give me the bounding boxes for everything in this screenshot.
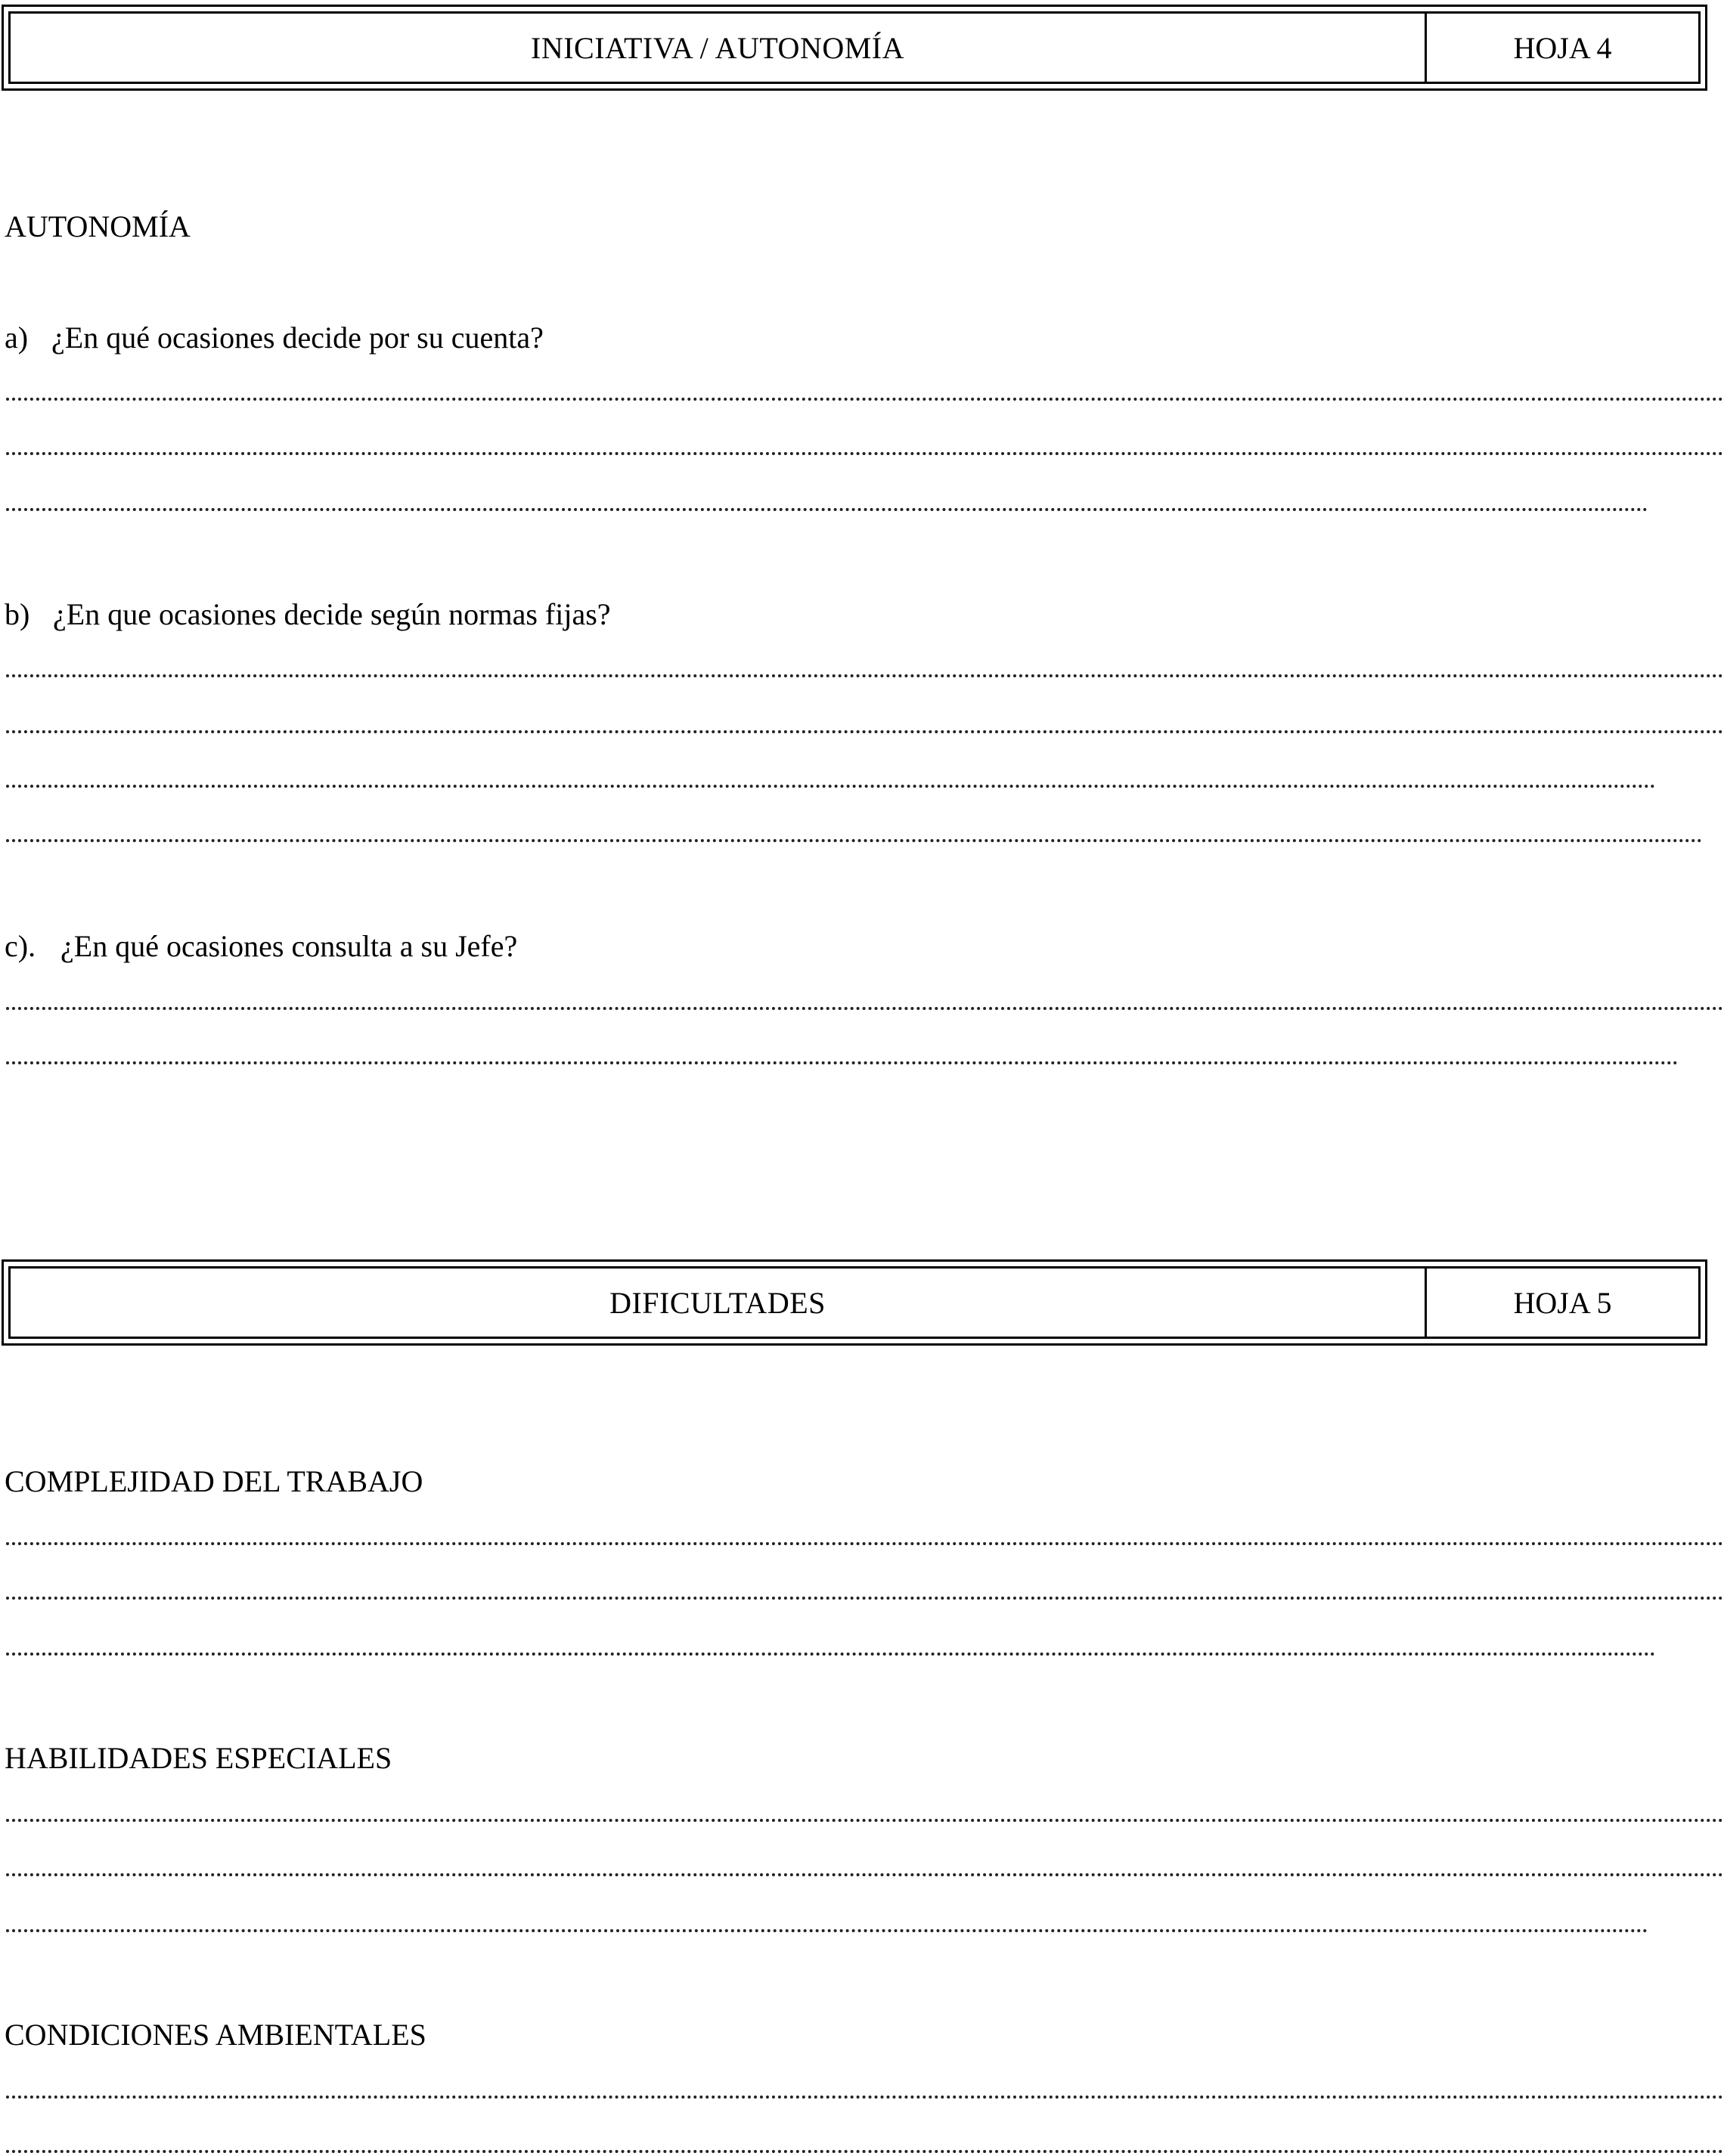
question-text: ¿En qué ocasiones decide por su cuenta? <box>51 321 544 355</box>
subsection-heading: HABILIDADES ESPECIALES <box>5 1741 392 1775</box>
question-c <box>5 931 517 962</box>
sheet-header-inner <box>8 1266 1701 1339</box>
section-title: DIFICULTADES <box>609 1285 826 1320</box>
question-letter: b) <box>5 597 30 631</box>
answer-line[interactable] <box>6 1061 1679 1064</box>
answer-line[interactable] <box>6 730 1724 733</box>
answer-line[interactable] <box>6 1929 1648 1932</box>
answer-line[interactable] <box>6 1597 1724 1600</box>
answer-line[interactable] <box>6 1819 1724 1822</box>
answer-line[interactable] <box>6 785 1656 788</box>
sheet-header-4 <box>2 5 1707 91</box>
question-text: ¿En qué ocasiones consulta a su Jefe? <box>60 929 518 963</box>
answer-line[interactable] <box>6 398 1724 401</box>
subsection-heading: AUTONOMÍA <box>5 209 191 243</box>
answer-line[interactable] <box>6 2150 1724 2153</box>
subsection-heading: COMPLEJIDAD DEL TRABAJO <box>5 1464 423 1498</box>
sheet-number: HOJA 4 <box>1513 30 1612 65</box>
answer-line[interactable] <box>6 1873 1724 1876</box>
question-a <box>5 323 544 353</box>
question-b <box>5 599 611 630</box>
answer-line[interactable] <box>6 839 1703 842</box>
answer-line[interactable] <box>6 1542 1724 1545</box>
question-text: ¿En que ocasiones decide según normas fijas? <box>53 597 611 631</box>
answer-line[interactable] <box>6 1007 1724 1010</box>
sheet-header-5 <box>2 1259 1707 1346</box>
answer-line[interactable] <box>6 452 1724 455</box>
answer-line[interactable] <box>6 674 1724 677</box>
answer-line[interactable] <box>6 1653 1656 1656</box>
answer-line[interactable] <box>6 2096 1724 2099</box>
question-letter: a) <box>5 321 29 355</box>
question-letter: c). <box>5 929 36 963</box>
section-title: INICIATIVA / AUTONOMÍA <box>531 30 904 65</box>
sheet-header-inner <box>8 11 1701 84</box>
answer-line[interactable] <box>6 508 1648 511</box>
sheet-number: HOJA 5 <box>1513 1285 1612 1320</box>
subsection-heading: CONDICIONES AMBIENTALES <box>5 2018 426 2052</box>
